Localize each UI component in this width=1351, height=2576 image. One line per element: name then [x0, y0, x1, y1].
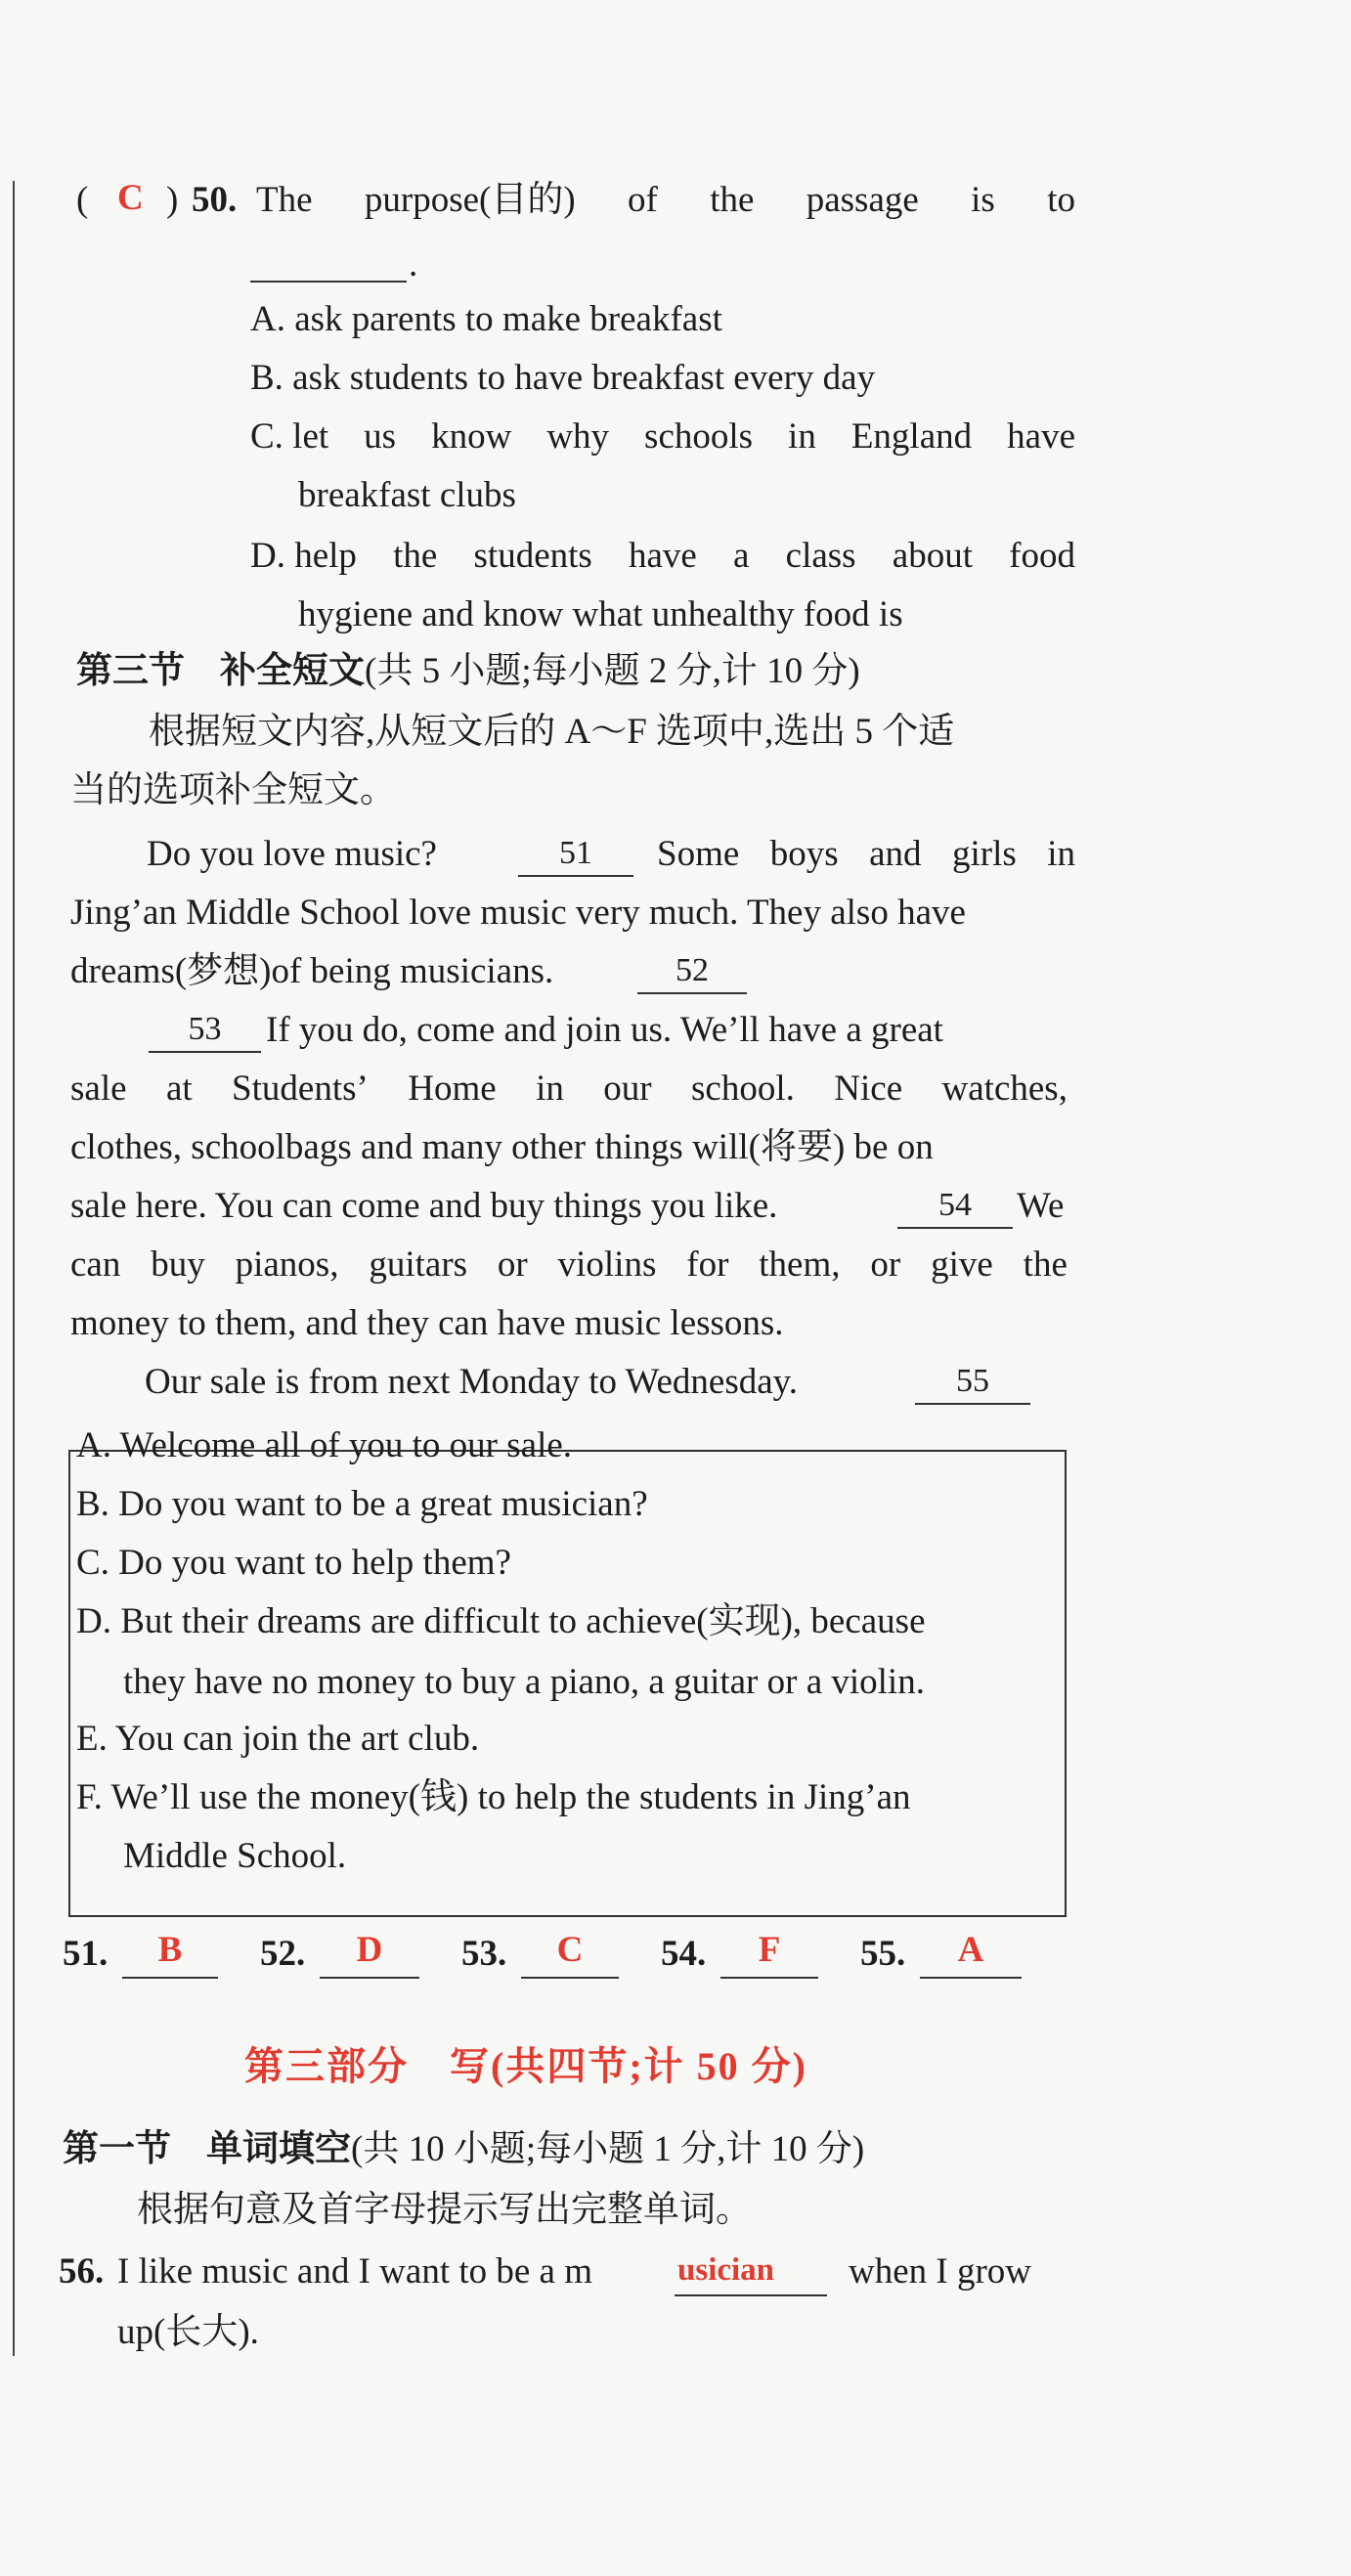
q50-option-c-word: C. let — [250, 416, 329, 457]
q50-option-c-word: schools — [644, 416, 754, 457]
passage-p2-line3: clothes, schoolbags and many other things will(将要) be on — [70, 1127, 934, 1167]
answer-53-number: 53. — [461, 1934, 507, 1974]
section3-heading: 第三节 — [76, 651, 185, 691]
q50-stem-word: is — [971, 180, 995, 220]
passage-p2-line5-word: the — [1023, 1244, 1068, 1285]
answer-54-number: 54. — [661, 1934, 707, 1974]
passage-p2-line5-word: buy — [151, 1244, 205, 1285]
passage-p2-line2-word: in — [536, 1069, 564, 1109]
q50-option-b: B. ask students to have breakfast every day — [250, 358, 876, 398]
passage-p2-line5-word: violins — [557, 1244, 657, 1285]
q50-stem-word: the — [710, 180, 755, 220]
answer-51-number: 51. — [63, 1934, 109, 1974]
passage-p2-line2-word: Home — [408, 1069, 497, 1109]
box-option-d: D. But their dreams are difficult to achieve(实现), because — [76, 1601, 926, 1641]
box-option-e: E. You can join the art club. — [76, 1719, 480, 1759]
answer-53-blank — [521, 1977, 619, 1979]
section1-instruction: 根据句意及首字母提示写出完整单词。 — [137, 2190, 752, 2230]
answer-52-number: 52. — [260, 1934, 306, 1974]
q50-option-c-word: England — [850, 416, 973, 457]
q50-option-c-word: in — [788, 416, 816, 457]
passage-p1-word: and — [869, 834, 922, 874]
q56-text-end: when I grow — [849, 2251, 1032, 2292]
q56-blank — [675, 2294, 827, 2296]
passage-p2-line2-word: Students’ — [232, 1069, 369, 1109]
q50-blank-period: . — [409, 244, 418, 284]
q50-stem-word: to — [1047, 180, 1075, 220]
answer-54-blank — [720, 1977, 818, 1979]
q50-option-c-word: have — [1007, 416, 1075, 457]
q50-stem-line — [256, 182, 1075, 218]
q50-option-c-word: know — [431, 416, 512, 457]
passage-p1-line2: Jing’an Middle School love music very much. They also have — [70, 893, 966, 933]
passage-p2-line5-word: give — [931, 1244, 993, 1285]
q56-text-start: I like music and I want to be a m — [117, 2251, 593, 2292]
passage-p1-line3: dreams(梦想)of being musicians. — [70, 951, 554, 991]
answer-55-blank — [920, 1977, 1022, 1979]
passage-p2-line2 — [70, 1070, 1068, 1107]
answer-55: A — [957, 1930, 984, 1970]
box-option-c: C. Do you want to help them? — [76, 1543, 511, 1583]
passage-p2-line4-end: We — [1017, 1186, 1065, 1226]
answer-55-number: 55. — [860, 1934, 906, 1974]
answer-51: B — [157, 1930, 183, 1970]
passage-p2-line2-word: our — [603, 1069, 652, 1109]
q50-option-c-word: why — [546, 416, 610, 457]
section1-detail: (共 10 小题;每小题 1 分,计 10 分) — [351, 2129, 865, 2169]
q50-option-d-word: about — [892, 536, 973, 576]
passage-p2-line1-end: If you do, come and join us. We’ll have a great — [266, 1010, 943, 1050]
q50-stem-word: The — [256, 180, 313, 220]
blank-54-label: 54 — [938, 1187, 972, 1223]
q50-option-d — [250, 538, 1075, 574]
passage-p2-line5-word: for — [686, 1244, 729, 1285]
q50-option-d-word: food — [1009, 536, 1075, 576]
q56-line2: up(长大). — [117, 2312, 259, 2352]
left-margin-line — [13, 181, 15, 2356]
q50-option-c-cont: breakfast clubs — [298, 475, 516, 515]
blank-52 — [637, 992, 747, 994]
box-option-a: A. Welcome all of you to our sale. — [76, 1425, 573, 1465]
q50-option-d-word: class — [785, 536, 856, 576]
passage-p2-line5-word: them, — [759, 1244, 841, 1285]
section1-heading: 第一节 — [63, 2129, 171, 2169]
answer-51-blank — [122, 1977, 218, 1979]
answer-52-blank — [320, 1977, 419, 1979]
answer-53: C — [556, 1930, 584, 1970]
blank-55 — [915, 1403, 1030, 1405]
q56-answer: usician — [677, 2252, 775, 2288]
q56-number: 56. — [59, 2251, 105, 2292]
passage-p2-line2-word: school. — [691, 1069, 795, 1109]
blank-51 — [518, 875, 633, 877]
section3-header — [76, 653, 860, 689]
passage-p2-line5-word: guitars — [369, 1244, 468, 1285]
q50-option-d-word: D. help — [250, 536, 357, 576]
answer-54: F — [758, 1930, 781, 1970]
passage-p1-line1-end — [657, 836, 1075, 872]
answer-52: D — [356, 1930, 383, 1970]
passage-p2-line5-word: or — [870, 1244, 901, 1285]
section1-title: 单词填空 — [206, 2129, 351, 2169]
section3-title: 补全短文 — [220, 651, 365, 691]
blank-54 — [897, 1227, 1013, 1229]
passage-p1-word: girls — [951, 834, 1017, 874]
passage-p2-line5-word: or — [497, 1244, 528, 1285]
q50-option-d-word: have — [628, 536, 697, 576]
q50-option-d-cont: hygiene and know what unhealthy food is — [298, 594, 903, 634]
passage-p2-line4-start: sale here. You can come and buy things you like. — [70, 1186, 778, 1226]
passage-p1-line1-start: Do you love music? — [147, 834, 437, 874]
passage-p2-line2-word: sale — [70, 1069, 127, 1109]
q50-paren-close: ) — [166, 180, 179, 220]
passage-p1-word: in — [1047, 834, 1075, 874]
q50-paren-open: ( — [76, 180, 89, 220]
passage-p2-line5-word: pianos, — [235, 1244, 339, 1285]
passage-p2-line5 — [70, 1246, 1068, 1283]
passage-p2-line2-word: watches, — [941, 1069, 1068, 1109]
section3-detail: (共 5 小题;每小题 2 分,计 10 分) — [365, 651, 860, 691]
q50-answer: C — [117, 178, 144, 218]
section3-instruction-1: 根据短文内容,从短文后的 A～F 选项中,选出 5 个适 — [149, 712, 955, 752]
q50-option-d-word: the — [393, 536, 438, 576]
blank-52-label: 52 — [676, 952, 709, 988]
blank-55-label: 55 — [956, 1363, 989, 1399]
passage-p2-line2-word: Nice — [834, 1069, 903, 1109]
box-option-b: B. Do you want to be a great musician? — [76, 1484, 648, 1524]
q50-option-a: A. ask parents to make breakfast — [250, 299, 722, 339]
blank-51-label: 51 — [559, 835, 592, 871]
q50-stem-word: passage — [806, 180, 919, 220]
q50-option-d-word: a — [733, 536, 750, 576]
passage-p2-line5-word: can — [70, 1244, 121, 1285]
blank-53-label: 53 — [188, 1011, 222, 1047]
q50-stem-word: of — [628, 180, 658, 220]
part3-title: 第三部分 写(共四节;计 50 分) — [244, 2044, 807, 2088]
box-option-f-cont: Middle School. — [123, 1836, 347, 1876]
q50-option-c — [250, 418, 1075, 455]
passage-p1-word: boys — [769, 834, 839, 874]
q50-stem-word: purpose(目的) — [364, 180, 576, 220]
passage-p2-line2-word: at — [165, 1069, 193, 1109]
passage-p3-line1: Our sale is from next Monday to Wednesday. — [145, 1362, 799, 1402]
q50-blank — [250, 281, 407, 283]
blank-53 — [149, 1051, 261, 1053]
passage-p1-word: Some — [657, 834, 740, 874]
passage-p2-line6: money to them, and they can have music lessons. — [70, 1303, 784, 1343]
box-option-f: F. We’ll use the money(钱) to help the students in Jing’an — [76, 1777, 911, 1817]
q50-option-d-word: students — [473, 536, 592, 576]
section3-instruction-2: 当的选项补全短文。 — [70, 770, 396, 810]
section1-header — [63, 2131, 864, 2167]
box-option-d-cont: they have no money to buy a piano, a guitar or a violin. — [123, 1662, 925, 1702]
q50-number: 50. — [192, 180, 238, 220]
q50-option-c-word: us — [364, 416, 397, 457]
